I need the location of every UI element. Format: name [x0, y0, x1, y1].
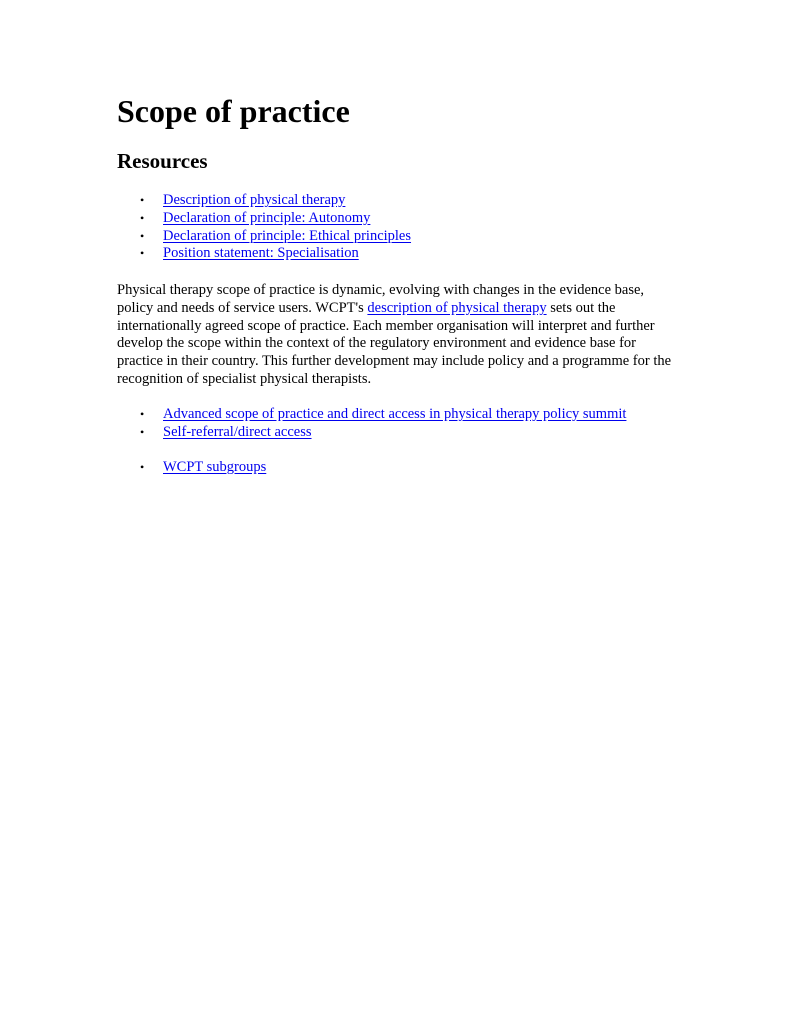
- list-item: [117, 210, 411, 228]
- policy-links-list: [117, 406, 626, 442]
- bullet-icon: •: [140, 228, 145, 243]
- list-item: [117, 192, 411, 210]
- list-item: [117, 245, 411, 263]
- page-title: Scope of practice: [117, 93, 350, 129]
- link-declaration-autonomy[interactable]: Declaration of principle: Autonomy: [163, 209, 371, 226]
- bullet-icon: •: [140, 424, 145, 439]
- link-policy-summit[interactable]: Advanced scope of practice and direct access in physical therapy policy summit: [163, 406, 627, 422]
- link-self-referral[interactable]: Self-referral/direct access: [163, 423, 312, 440]
- list-item: [117, 406, 626, 424]
- bullet-icon: •: [140, 210, 145, 225]
- inline-link-description-physical-therapy[interactable]: description of physical therapy: [367, 299, 547, 316]
- resources-heading: Resources: [117, 149, 208, 173]
- link-description-physical-therapy[interactable]: Description of physical therapy: [163, 192, 346, 208]
- resources-list: [117, 192, 411, 263]
- link-wcpt-subgroups[interactable]: WCPT subgroups: [163, 459, 267, 475]
- subgroups-list: [117, 459, 266, 477]
- list-item: [117, 424, 626, 442]
- list-item: [117, 228, 411, 246]
- scope-paragraph: [117, 282, 677, 389]
- paragraph-text-start: Physical therapy scope of practice is dynamic, evolving with changes in the evidence base, policy and needs of service users. WCPT's: [117, 282, 645, 316]
- bullet-icon: •: [140, 246, 145, 261]
- paragraph-text-end: sets out the internationally agreed scope of practice. Each member organisation will interpret and further develop the scope within the context of the regulatory environment and evidence base for practice in their country. This further development may include policy and a programme for the recognition of specialist physical therapists.: [117, 299, 672, 387]
- bullet-icon: •: [140, 407, 145, 421]
- bullet-icon: •: [140, 460, 145, 474]
- link-position-specialisation[interactable]: Position statement: Specialisation: [163, 245, 359, 262]
- link-declaration-ethical-principles[interactable]: Declaration of principle: Ethical principles: [163, 227, 412, 244]
- list-item: [117, 459, 266, 477]
- bullet-icon: •: [140, 193, 145, 207]
